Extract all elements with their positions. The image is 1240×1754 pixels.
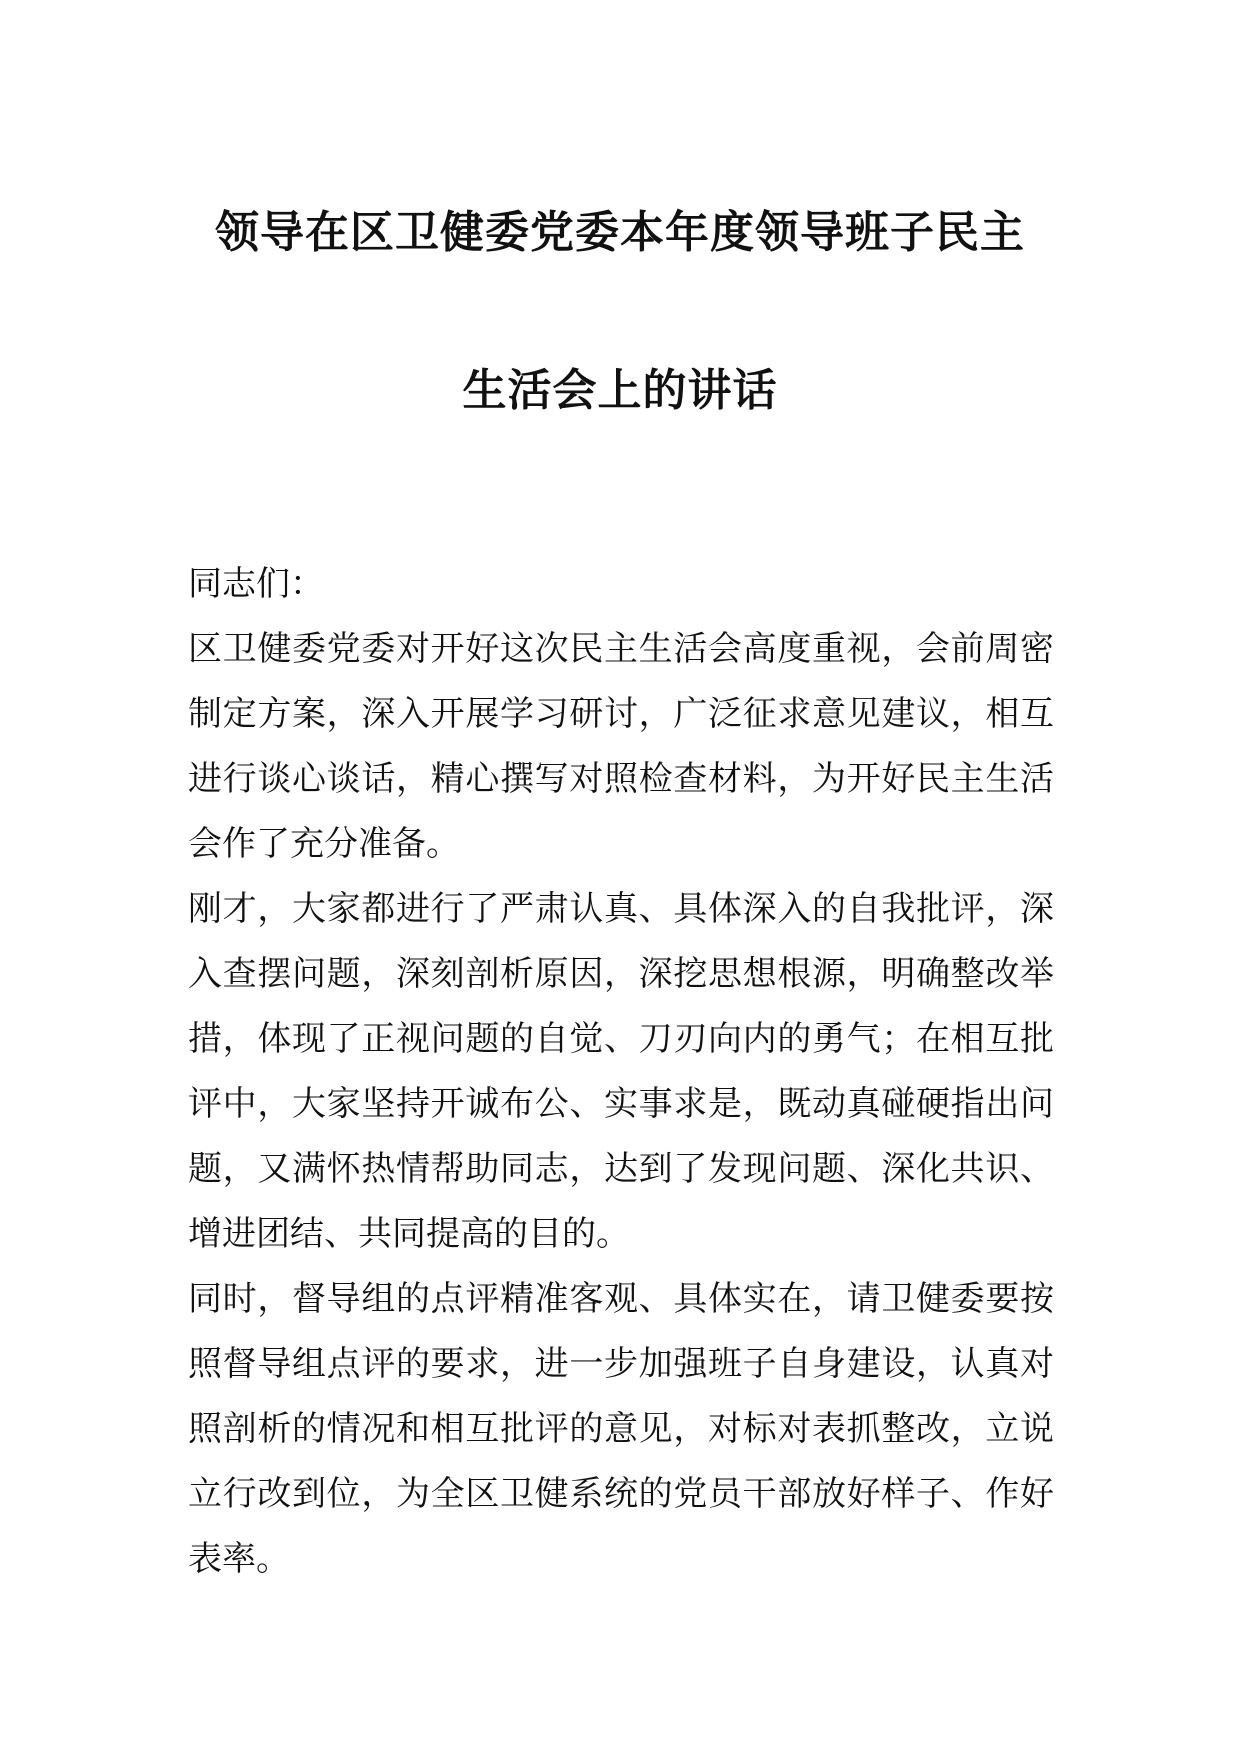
body-paragraph-2: 刚才，大家都进行了严肃认真、具体深入的自我批评，深入查摆问题，深刻剖析原因，深挖思想根源，明确整改举措，体现了正视问题的自觉、刀刃向内的勇气；在相互批评中，大家坚持开诚布公、实事求是，既动真碰硬指出问题，又满怀热情帮助同志，达到了发现问题、深化共识、增进团结、共同提高的目的。 — [188, 889, 1054, 1254]
document-body — [188, 552, 1054, 1592]
document-title-line-2: 生活会上的讲话 — [462, 365, 778, 416]
body-paragraph-3: 同时，督导组的点评精准客观、具体实在，请卫健委要按照督导组点评的要求，进一步加强班子自身建设，认真对照剖析的情况和相互批评的意见，对标对表抓整改，立说立行改到位，为全区卫健系统的党员干部放好样子、作好表率。 — [188, 1279, 1054, 1579]
salutation: 同志们： — [188, 564, 324, 604]
body-paragraph-1: 区卫健委党委对开好这次民主生活会高度重视，会前周密制定方案，深入开展学习研讨，广泛征求意见建议，相互进行谈心谈话，精心撰写对照检查材料，为开好民主生活会作了充分准备。 — [188, 629, 1054, 864]
document-title-line-1: 领导在区卫健委党委本年度领导班子民主 — [215, 207, 1025, 258]
